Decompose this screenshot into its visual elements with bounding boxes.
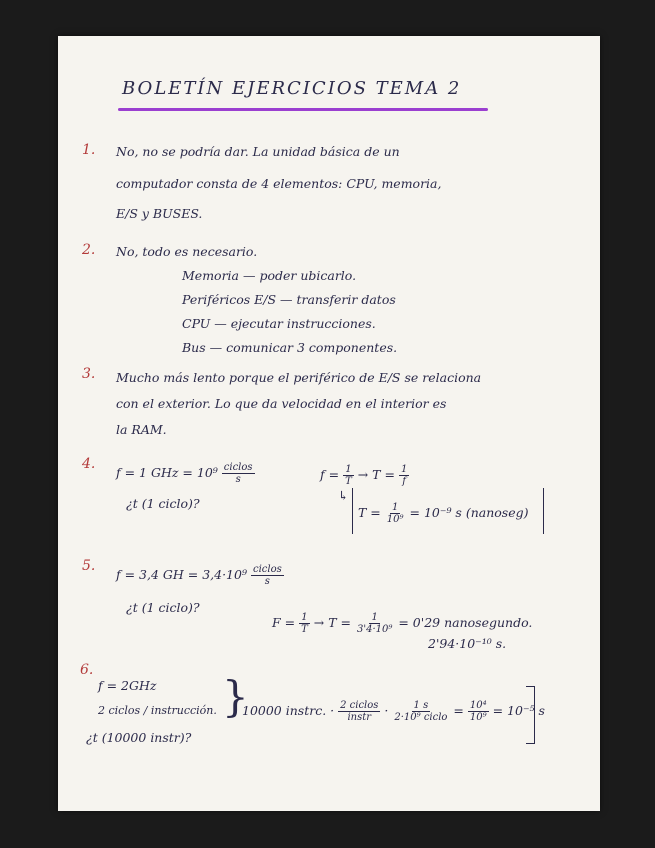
q5-formula <box>272 612 532 635</box>
q4-result-num: 1 <box>391 502 399 513</box>
q6-calc-num1: 2 ciclos <box>340 700 379 711</box>
q5-formula-frac1 <box>299 612 310 635</box>
q4-number: 4. <box>82 456 96 472</box>
q6-calc-eq: = <box>453 703 464 718</box>
q6-brace: } <box>222 672 249 721</box>
q4-result-frac <box>385 502 406 525</box>
q2-item-cpu: CPU — ejecutar instrucciones. <box>182 316 376 331</box>
q2-item-memoria: Memoria — poder ubicarlo. <box>182 268 357 283</box>
q5-question: ¿t (1 ciclo)? <box>126 600 200 615</box>
q6-calc-den1: instr <box>347 712 372 723</box>
q5-formula-frac2 <box>355 612 394 635</box>
q5-result-b: = 0'29 nanosegundo. <box>398 615 533 630</box>
q5-formula-a: F = <box>272 615 296 630</box>
q4-question: ¿t (1 ciclo)? <box>126 496 200 511</box>
q4-formula-b: → T = <box>357 467 395 482</box>
q4-result-b: = 10⁻⁹ s (nanoseg) <box>409 505 529 520</box>
q5-unit-num: ciclos <box>252 564 282 575</box>
q4-given-unit <box>222 462 255 485</box>
q6-calc-den3: 10⁹ <box>469 712 487 723</box>
q2-item-perifericos: Periféricos E/S — transferir datos <box>182 292 396 307</box>
q4-formula-frac1 <box>343 464 354 487</box>
q6-calc-dot: · <box>384 703 389 718</box>
q1-line3: E/S y BUSES. <box>116 206 203 221</box>
q6-given1: f = 2GHz <box>98 678 157 693</box>
q6-calc-den2: 2·10⁹ ciclo <box>394 712 448 723</box>
q1-line2: computador consta de 4 elementos: CPU, memoria, <box>116 176 442 191</box>
q4-formula-frac2 <box>399 464 409 487</box>
q4-formula-num1: 1 <box>345 464 352 475</box>
q5-formula-b: → T = <box>313 615 351 630</box>
q5-formula-den2: 3'4·10⁹ <box>356 624 393 635</box>
q4-result-den: 10⁹ <box>386 514 404 525</box>
page-title: BOLETÍN EJERCICIOS TEMA 2 <box>122 78 462 99</box>
q4-arrow: ↳ <box>338 488 349 503</box>
q5-given-unit <box>251 564 284 587</box>
q6-calc-frac1 <box>338 700 380 723</box>
q4-unit-num: ciclos <box>223 462 253 473</box>
q4-result <box>358 502 528 525</box>
q3-line1: Mucho más lento porque el periférico de E/S se relaciona <box>116 370 482 385</box>
title-underline <box>118 108 488 111</box>
q6-calc-num2: 1 s <box>413 700 429 711</box>
q4-formula-a: f = <box>320 467 340 482</box>
q2-line1: No, todo es necesario. <box>116 244 258 259</box>
q5-result-c: 2'94·10⁻¹⁰ s. <box>428 636 507 651</box>
q5-given <box>116 564 284 587</box>
q6-question: ¿t (10000 instr)? <box>86 730 192 745</box>
q6-calc-frac3 <box>468 700 489 723</box>
q2-number: 2. <box>82 242 96 258</box>
q4-formula <box>320 464 409 487</box>
q5-given-text: f = 3,4 GH = 3,4·10⁹ <box>116 567 247 582</box>
q3-line2: con el exterior. Lo que da velocidad en el interior es <box>116 396 447 411</box>
notebook-page <box>58 36 600 811</box>
q6-calc-frac2 <box>392 700 449 723</box>
q3-number: 3. <box>82 366 96 382</box>
q5-formula-num1: 1 <box>301 612 308 623</box>
q6-given2: 2 ciclos / instrucción. <box>98 704 217 717</box>
q4-formula-den1: T <box>345 476 352 487</box>
q1-number: 1. <box>82 142 96 158</box>
q5-unit-den: s <box>264 576 270 587</box>
q4-result-a: T = <box>358 505 381 520</box>
q1-line1: No, no se podría dar. La unidad básica de un <box>116 144 400 159</box>
q5-formula-num2: 1 <box>371 612 378 623</box>
q5-number: 5. <box>82 558 96 574</box>
q4-formula-num2: 1 <box>400 464 408 475</box>
q2-item-bus: Bus — comunicar 3 componentes. <box>182 340 398 355</box>
q4-given-text: f = 1 GHz = 10⁹ <box>116 465 218 480</box>
q4-unit-den: s <box>235 474 241 485</box>
q6-result-bracket <box>526 686 535 744</box>
q4-formula-den2: f <box>402 476 406 487</box>
q6-calc <box>242 700 545 723</box>
q6-calc-a: 10000 instrc. · <box>242 703 335 718</box>
q5-formula-den1: T <box>301 624 308 635</box>
q3-line3: la RAM. <box>116 422 167 437</box>
q6-number: 6. <box>80 662 94 678</box>
q6-calc-num3: 10⁴ <box>469 700 487 711</box>
q6-calc-result: = 10⁻⁵ s <box>492 703 545 718</box>
q4-given <box>116 462 255 485</box>
